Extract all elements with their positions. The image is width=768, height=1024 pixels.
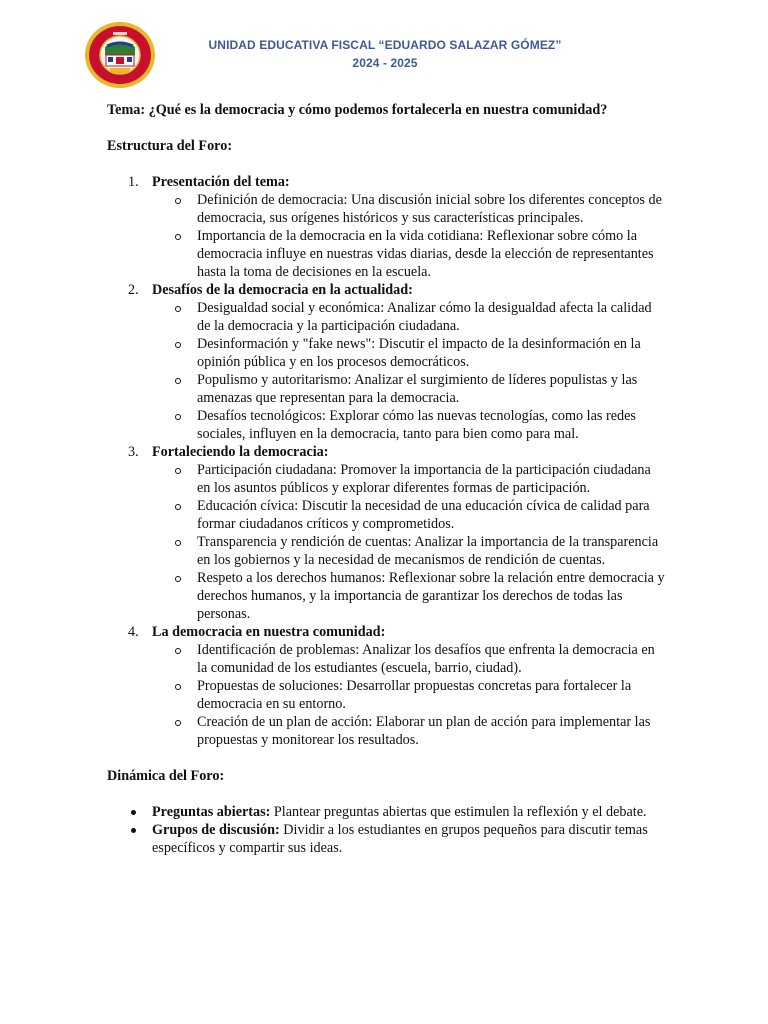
circle-bullet-icon: [175, 684, 181, 690]
dynamics-list: [107, 803, 667, 857]
circle-bullet-icon: [175, 504, 181, 510]
circle-bullet-icon: [175, 468, 181, 474]
list-item: Propuestas de soluciones: Desarrollar propuestas concretas para fortalecer la democracia en su entorno.: [152, 677, 667, 713]
document-header: [0, 0, 768, 90]
list-item: Populismo y autoritarismo: Analizar el surgimiento de líderes populistas y las amenazas que representan para la democracia.: [152, 371, 667, 407]
list-item: [107, 803, 667, 821]
list-item: Identificación de problemas: Analizar los desafíos que enfrenta la democracia en la comunidad de los estudiantes (escuela, barrio, ciudad).: [152, 641, 667, 677]
circle-bullet-icon: [175, 378, 181, 384]
section-title: Fortaleciendo la democracia:: [152, 444, 329, 460]
list-item: [107, 821, 667, 857]
section-number: 4.: [128, 624, 139, 640]
circle-bullet-icon: [175, 306, 181, 312]
circle-bullet-icon: [175, 576, 181, 582]
disc-bullet-icon: [131, 828, 136, 833]
section-title: Presentación del tema:: [152, 174, 290, 190]
school-year: 2024 - 2025: [352, 56, 418, 70]
list-item: Importancia de la democracia en la vida cotidiana: Reflexionar sobre cómo la democracia influye en nuestras vidas diarias, desde la elección de representantes hasta la toma de decisiones en la escuela.: [152, 227, 667, 281]
section-title: La democracia en nuestra comunidad:: [152, 624, 386, 640]
circle-bullet-icon: [175, 720, 181, 726]
list-item: Transparencia y rendición de cuentas: Analizar la importancia de la transparencia en los gobiernos y la necesidad de mecanismos de rendición de cuentas.: [152, 533, 667, 569]
dynamics-text: Plantear preguntas abiertas que estimulen la reflexión y el debate.: [270, 804, 647, 820]
list-item: Desigualdad social y económica: Analizar cómo la desigualdad afecta la calidad de la democracia y la participación ciudadana.: [152, 299, 667, 335]
circle-bullet-icon: [175, 198, 181, 204]
section-items: [152, 191, 667, 281]
list-item: Respeto a los derechos humanos: Reflexionar sobre la relación entre democracia y derechos humanos, y la importancia de garantizar los derechos de todas las personas.: [152, 569, 667, 623]
list-item: Participación ciudadana: Promover la importancia de la participación ciudadana en los asuntos públicos y explorar diferentes formas de participación.: [152, 461, 667, 497]
section-number: 1.: [128, 174, 139, 190]
dynamics-label: Grupos de discusión:: [152, 822, 280, 838]
dynamics-label: Preguntas abiertas:: [152, 804, 271, 820]
list-item: Creación de un plan de acción: Elaborar un plan de acción para implementar las propuestas y monitorear los resultados.: [152, 713, 667, 749]
document-body: [107, 98, 667, 857]
section-4: [107, 623, 667, 749]
section-items: [152, 299, 667, 443]
section-title: Desafíos de la democracia en la actualidad:: [152, 282, 413, 298]
circle-bullet-icon: [175, 648, 181, 654]
circle-bullet-icon: [175, 234, 181, 240]
institution-name: UNIDAD EDUCATIVA FISCAL “EDUARDO SALAZAR GÓMEZ”: [208, 38, 562, 52]
section-2: [107, 281, 667, 443]
list-item: Desinformación y "fake news": Discutir el impacto de la desinformación en la opinión pública y en los procesos democráticos.: [152, 335, 667, 371]
circle-bullet-icon: [175, 540, 181, 546]
topic-heading: Tema: ¿Qué es la democracia y cómo podemos fortalecerla en nuestra comunidad?: [107, 102, 608, 118]
list-item: Desafíos tecnológicos: Explorar cómo las nuevas tecnologías, como las redes sociales, influyen en la democracia, tanto para bien como para mal.: [152, 407, 667, 443]
sections-list: [107, 173, 667, 749]
circle-bullet-icon: [175, 414, 181, 420]
section-items: [152, 641, 667, 749]
list-item: Educación cívica: Discutir la necesidad de una educación cívica de calidad para formar ciudadanos críticos y comprometidos.: [152, 497, 667, 533]
section-number: 3.: [128, 444, 139, 460]
section-number: 2.: [128, 282, 139, 298]
dynamics-title: Dinámica del Foro:: [107, 768, 225, 784]
circle-bullet-icon: [175, 342, 181, 348]
disc-bullet-icon: [131, 810, 136, 815]
section-3: [107, 443, 667, 623]
section-items: [152, 461, 667, 623]
structure-title: Estructura del Foro:: [107, 138, 233, 154]
list-item: Definición de democracia: Una discusión inicial sobre los diferentes conceptos de democracia, sus orígenes históricos y sus características principales.: [152, 191, 667, 227]
section-1: [107, 173, 667, 281]
dynamics-text: Dividir a los estudiantes en grupos pequeños para discutir temas específicos y compartir sus ideas.: [152, 822, 648, 856]
school-crest-icon: [83, 20, 157, 90]
